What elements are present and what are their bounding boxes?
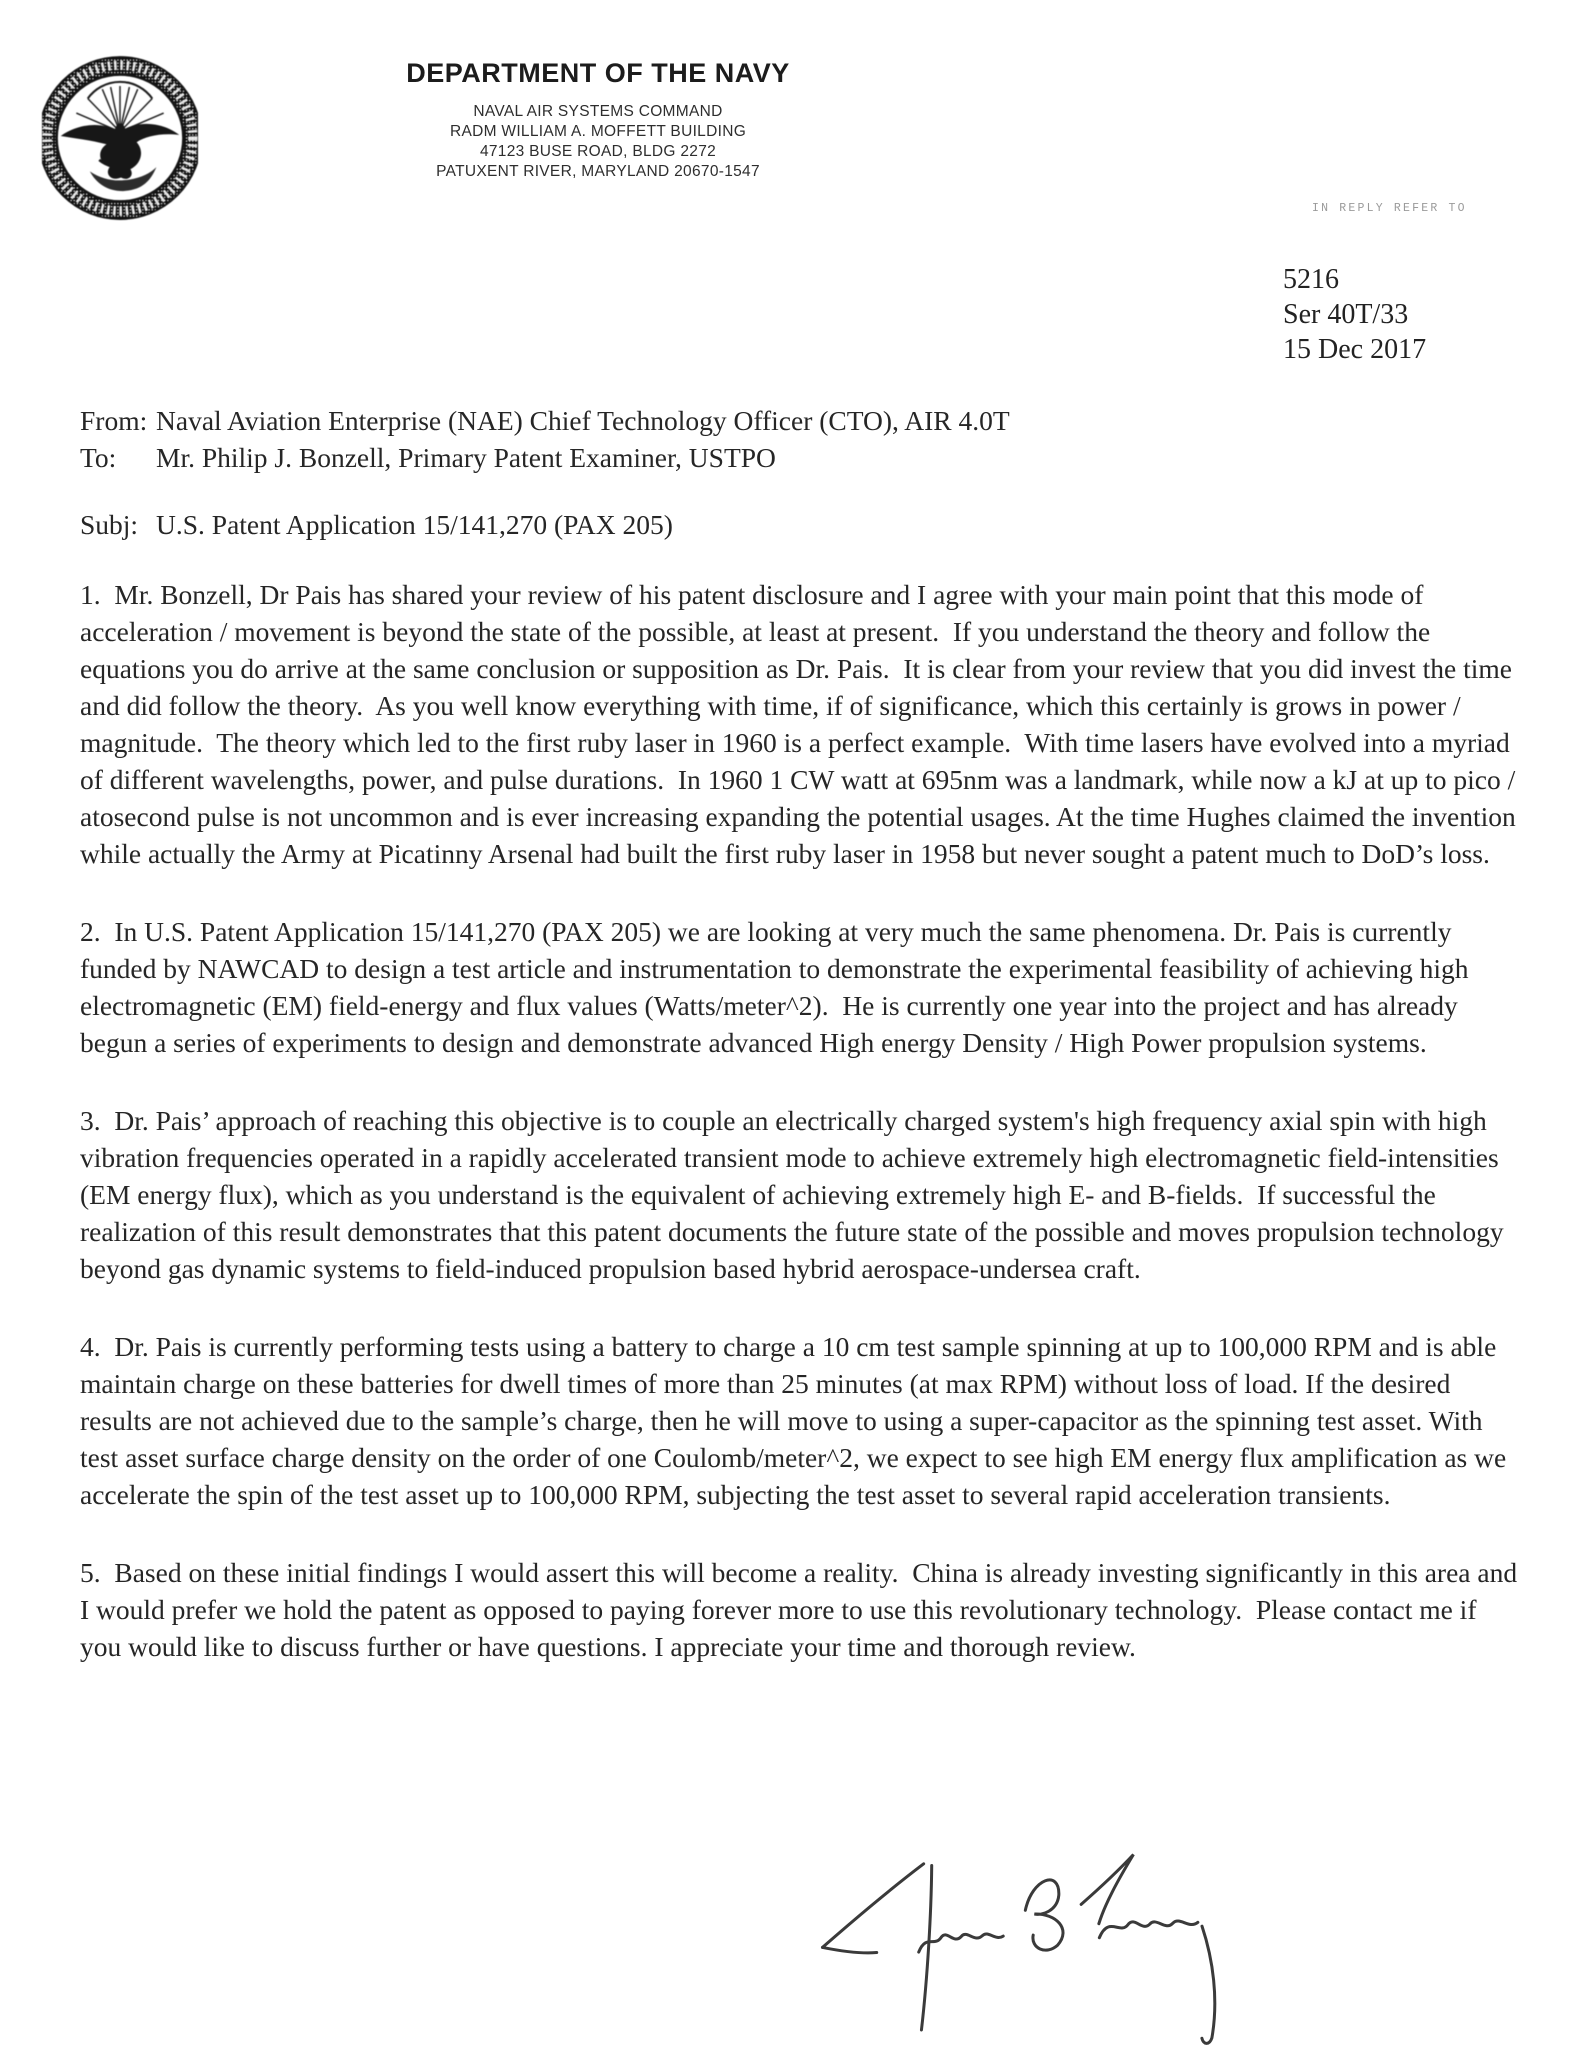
- letterhead-address-line: RADM WILLIAM A. MOFFETT BUILDING: [449, 123, 747, 140]
- letter-content: [80, 402, 1524, 1706]
- body-paragraph: 2. In U.S. Patent Application 15/141,270 (PAX 205) we are looking at very much the same phenomena. Dr. Pais is currently funded by NAWCAD to design a test article and instrumentation to demonstrate the experimental feasibility of achieving high electromagnetic (EM) field-energy and flux values (Watts/meter^2). He is currently one year into the project and has already begun a series of experiments to design and demonstrate advanced High energy Density / High Power propulsion systems.: [80, 916, 1476, 1058]
- department-of-the-navy-seal-icon: [42, 52, 198, 222]
- to-value: Mr. Philip J. Bonzell, Primary Patent Examiner, USTPO: [156, 442, 776, 473]
- letter-body: [80, 576, 1524, 1665]
- letterhead-address-line: NAVAL AIR SYSTEMS COMMAND: [473, 103, 723, 120]
- letterhead-address-line: PATUXENT RIVER, MARYLAND 20670-1547: [436, 163, 760, 180]
- letterhead-title: DEPARTMENT OF THE NAVY: [406, 58, 790, 88]
- from-label: From:: [80, 405, 148, 436]
- signature-handwriting: [815, 1848, 1255, 2063]
- body-paragraph: 5. Based on these initial findings I would assert this will become a reality. China is already investing significantly in this area and I would prefer we hold the patent as opposed to paying forever more to use this revolutionary technology. Please contact me if you would like to discuss further or have questions. I appreciate your time and thorough review.: [80, 1557, 1524, 1662]
- reference-serial: Ser 40T/33: [1283, 299, 1409, 330]
- reference-code: 5216: [1283, 264, 1339, 295]
- from-row: [80, 402, 1520, 439]
- reference-date: 15 Dec 2017: [1283, 334, 1427, 365]
- subject-label: Subj:: [80, 509, 139, 540]
- to-row: [80, 439, 1520, 476]
- to-label: To:: [80, 442, 117, 473]
- letterhead: [298, 58, 898, 182]
- body-paragraph: 1. Mr. Bonzell, Dr Pais has shared your review of his patent disclosure and I agree with your main point that this mode of acceleration / movement is beyond the state of the possible, at least at present. If you understand the theory and follow the equations you do arrive at the same conclusion or supposition as Dr. Pais. It is clear from your review that you did invest the time and did follow the theory. As you well know everything with time, if of significance, which this certainly is grows in power / magnitude. The theory which led to the first ruby laser in 1960 is a perfect example. With time lasers have evolved into a myriad of different wavelengths, power, and pulse durations. In 1960 1 CW watt at 695nm was a landmark, while now a kJ at up to pico / atosecond pulse is not uncommon and is ever increasing expanding the potential usages. At the time Hughes claimed the invention while actually the Army at Picatinny Arsenal had built the first ruby laser in 1958 but never sought a patent much to DoD’s loss.: [80, 579, 1523, 869]
- reference-block: [1283, 262, 1426, 367]
- letterhead-address: [298, 102, 898, 182]
- body-paragraph: 3. Dr. Pais’ approach of reaching this objective is to couple an electrically charged system's high frequency axial spin with high vibration frequencies operated in a rapidly accelerated transient mode to achieve extremely high electromagnetic field-intensities (EM energy flux), which as you understand is the equivalent of achieving extremely high E- and B-fields. If successful the realization of this result demonstrates that this patent documents the future state of the possible and moves propulsion technology beyond gas dynamic systems to field-induced propulsion based hybrid aerospace-undersea craft.: [80, 1105, 1511, 1284]
- letterhead-address-line: 47123 BUSE ROAD, BLDG 2272: [479, 143, 717, 160]
- reply-refer-label: IN REPLY REFER TO: [1312, 202, 1467, 215]
- subject-value: U.S. Patent Application 15/141,270 (PAX 205): [156, 509, 673, 540]
- body-paragraph: 4. Dr. Pais is currently performing tests using a battery to charge a 10 cm test sample spinning at up to 100,000 RPM and is able maintain charge on these batteries for dwell times of more than 25 minutes (at max RPM) without loss of load. If the desired results are not achieved due to the sample’s charge, then he will move to using a super-capacitor as the spinning test asset. With test asset surface charge density on the order of one Coulomb/meter^2, we expect to see high EM energy flux amplification as we accelerate the spin of the test asset up to 100,000 RPM, subjecting the test asset to several rapid acceleration transients.: [80, 1331, 1514, 1510]
- subject-row: [80, 506, 1520, 543]
- from-value: Naval Aviation Enterprise (NAE) Chief Technology Officer (CTO), AIR 4.0T: [156, 405, 1010, 436]
